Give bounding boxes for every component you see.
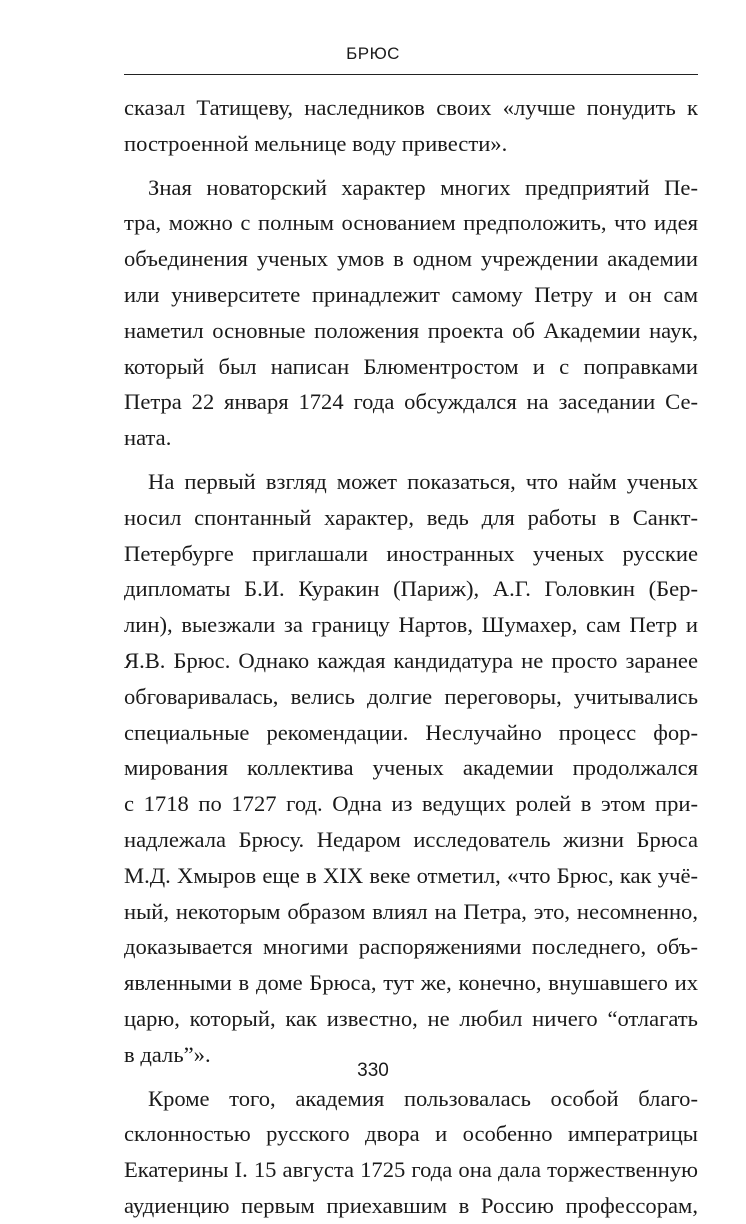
- page-number: 330: [357, 1060, 389, 1081]
- text-line: тра, можно с полным основанием предположить, что идея: [124, 210, 698, 236]
- body-text: [124, 90, 698, 1224]
- text-line: носил спонтанный характер, ведь для работы в Санкт-: [124, 504, 698, 530]
- text-line: М.Д. Хмыров еще в XIX веке отметил, «что Брюс, как учё-: [124, 862, 698, 888]
- text-line: мирования коллектива ученых академии продолжался: [124, 755, 698, 781]
- header-rule: [124, 74, 698, 75]
- text-line: Кроме того, академия пользовалась особой благо-: [148, 1085, 698, 1111]
- text-line: Петербурге приглашали иностранных ученых русские: [124, 540, 698, 566]
- text-line: На первый взгляд может показаться, что найм ученых: [148, 468, 698, 494]
- text-line: в даль”».: [124, 1041, 211, 1067]
- text-line: Зная новаторский характер многих предприятий Пе-: [148, 174, 698, 200]
- text-line: дипломаты Б.И. Куракин (Париж), А.Г. Головкин (Бер-: [124, 576, 698, 602]
- text-line: Я.В. Брюс. Однако каждая кандидатура не просто заранее: [124, 647, 698, 673]
- text-line: Екатерины I. 15 августа 1725 года она дала торжественную: [124, 1157, 698, 1183]
- text-line: доказывается многими распоряжениями последнего, объ-: [124, 934, 698, 960]
- text-line: специальные рекомендации. Неслучайно процесс фор-: [124, 719, 698, 745]
- text-line: обговаривалась, велись долгие переговоры, учитывались: [124, 683, 698, 709]
- text-line: сказал Татищеву, наследников своих «лучше понудить к: [124, 95, 698, 120]
- text-line: с 1718 по 1727 год. Одна из ведущих ролей в этом при-: [124, 791, 698, 817]
- text-line: аудиенцию первым приехавшим в Россию профессорам,: [124, 1192, 698, 1218]
- text-line: или университете принадлежит самому Петру и он сам: [124, 281, 698, 307]
- text-line: склонностью русского двора и особенно императрицы: [124, 1121, 698, 1147]
- text-line: построенной мельнице воду привести».: [124, 130, 508, 156]
- text-line: ната.: [124, 425, 172, 451]
- text-line: ный, некоторым образом влиял на Петра, это, несомненно,: [124, 898, 698, 924]
- text-line: который был написан Блюментростом и с поправками: [124, 353, 698, 379]
- text-line: объединения ученых умов в одном учреждении академии: [124, 246, 698, 272]
- text-line: царю, который, как известно, не любил ничего “отлагать: [124, 1005, 698, 1031]
- running-title: БРЮС: [346, 44, 400, 63]
- text-line: явленными в доме Брюса, тут же, конечно, внушавшего их: [124, 970, 698, 996]
- text-line: Петра 22 января 1724 года обсуждался на заседании Се-: [124, 389, 698, 415]
- text-line: наметил основные положения проекта об Академии наук,: [124, 317, 698, 343]
- text-line: надлежала Брюсу. Недаром исследователь жизни Брюса: [124, 826, 698, 852]
- text-line: лин), выезжали за границу Нартов, Шумахер, сам Петр и: [124, 612, 698, 638]
